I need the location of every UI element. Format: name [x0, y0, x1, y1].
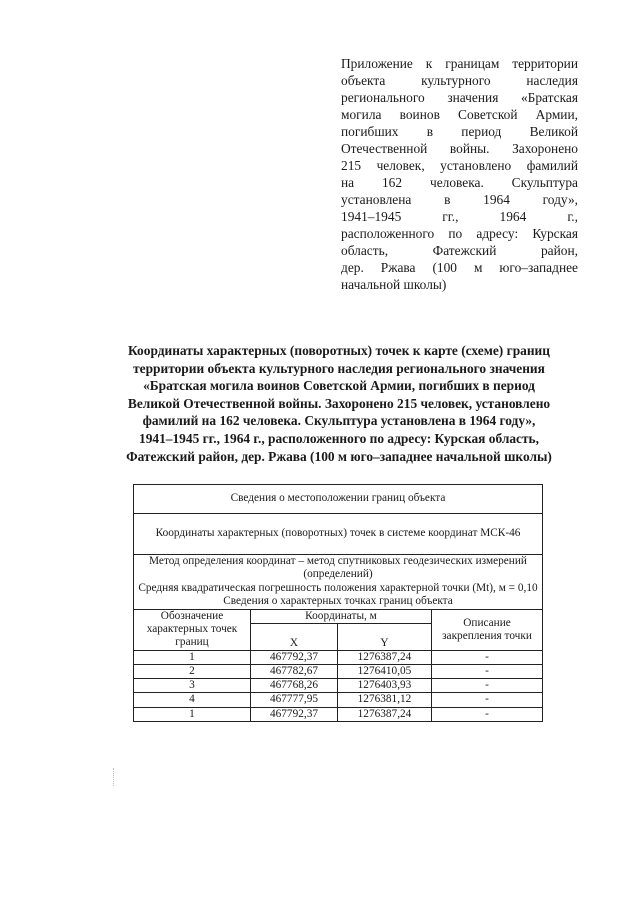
- accuracy-text: Средняя квадратическая погрешность положения характерной точки (Mt), м = 0,10: [138, 581, 538, 594]
- point-x: 467792,37: [251, 707, 338, 721]
- appendix-lines-line: расположенного по адресу: Курская: [341, 226, 578, 241]
- col-y-header: Y: [338, 623, 432, 650]
- title-lines-line: Координаты характерных (поворотных) точек к карте (схеме) границ: [128, 343, 550, 358]
- appendix-lines-line: Приложение к границам территории: [341, 56, 578, 71]
- appendix-lines-line: 215 человек, установлено фамилий: [341, 158, 578, 173]
- point-description: -: [432, 665, 543, 679]
- col-designation-header: Обозначение характерных точек границ: [134, 609, 251, 650]
- point-number: 1: [134, 707, 251, 721]
- title-lines-line: «Братская могила воинов Советской Армии, погибших в период: [143, 378, 535, 394]
- col-description-header: Описание закрепления точки: [432, 609, 543, 650]
- appendix-lines-line: погибших в период Великой: [341, 124, 578, 139]
- method-row: [134, 555, 543, 610]
- point-number: 3: [134, 679, 251, 693]
- method-cell: [134, 555, 543, 610]
- section-location-cell: Сведения о местоположении границ объекта: [134, 485, 543, 514]
- coord-system-row: [134, 514, 543, 555]
- title-lines-line: фамилий на 162 человека. Скульптура установлена в 1964 году»,: [142, 413, 536, 429]
- document-title: [90, 342, 588, 465]
- coord-system-cell: Координаты характерных (поворотных) точек в системе координат МСК-46: [134, 514, 543, 555]
- title-lines-line: Великой Отечественной войны. Захоронено 215 человек, установлено: [127, 395, 551, 411]
- scan-artifact: [113, 768, 115, 786]
- table-row: [134, 707, 543, 721]
- point-y: 1276381,12: [338, 693, 432, 707]
- point-description: -: [432, 650, 543, 664]
- title-lines-line: Фатежский район, дер. Ржава (100 м юго–западнее начальной школы): [126, 448, 552, 464]
- appendix-lines-line: объекта культурного наследия: [341, 73, 578, 88]
- point-y: 1276410,05: [338, 665, 432, 679]
- point-description: -: [432, 707, 543, 721]
- point-x: 467782,67: [251, 665, 338, 679]
- appendix-lines-line: начальной школы): [341, 277, 447, 292]
- table-row: [134, 650, 543, 664]
- point-description: -: [432, 679, 543, 693]
- appendix-lines-line: область, Фатежский район,: [341, 243, 578, 258]
- appendix-lines-line: могила воинов Советской Армии,: [341, 107, 578, 122]
- point-y: 1276387,24: [338, 707, 432, 721]
- coordinates-table: [133, 484, 543, 722]
- title-lines-line: 1941–1945 гг., 1964 г., расположенного по адресу: Курская область,: [139, 430, 539, 446]
- table-row: [134, 665, 543, 679]
- point-number: 2: [134, 665, 251, 679]
- point-x: 467777,95: [251, 693, 338, 707]
- appendix-note: [341, 55, 578, 293]
- appendix-lines-line: дер. Ржава (100 м юго–западнее: [341, 260, 578, 275]
- header-row: [134, 609, 543, 623]
- appendix-lines-line: установлена в 1964 году»,: [341, 192, 578, 207]
- col-x-header: X: [251, 623, 338, 650]
- point-description: -: [432, 693, 543, 707]
- point-y: 1276387,24: [338, 650, 432, 664]
- appendix-lines-line: Отечественной войны. Захоронено: [341, 141, 578, 156]
- section-location-row: [134, 485, 543, 514]
- appendix-lines-line: на 162 человека. Скульптура: [341, 175, 578, 190]
- point-number: 1: [134, 650, 251, 664]
- title-lines-line: территории объекта культурного наследия регионального значения: [133, 360, 545, 376]
- appendix-lines-line: 1941–1945 гг., 1964 г.,: [341, 209, 578, 224]
- col-coordinates-header: Координаты, м: [251, 609, 432, 623]
- method-text: Метод определения координат – метод спутниковых геодезических измерений (определений): [149, 555, 527, 581]
- point-x: 467792,37: [251, 650, 338, 664]
- point-number: 4: [134, 693, 251, 707]
- appendix-lines-line: регионального значения «Братская: [341, 90, 578, 105]
- point-x: 467768,26: [251, 679, 338, 693]
- points-info-text: Сведения о характерных точках границ объекта: [223, 595, 453, 608]
- table-row: [134, 693, 543, 707]
- point-y: 1276403,93: [338, 679, 432, 693]
- table-row: [134, 679, 543, 693]
